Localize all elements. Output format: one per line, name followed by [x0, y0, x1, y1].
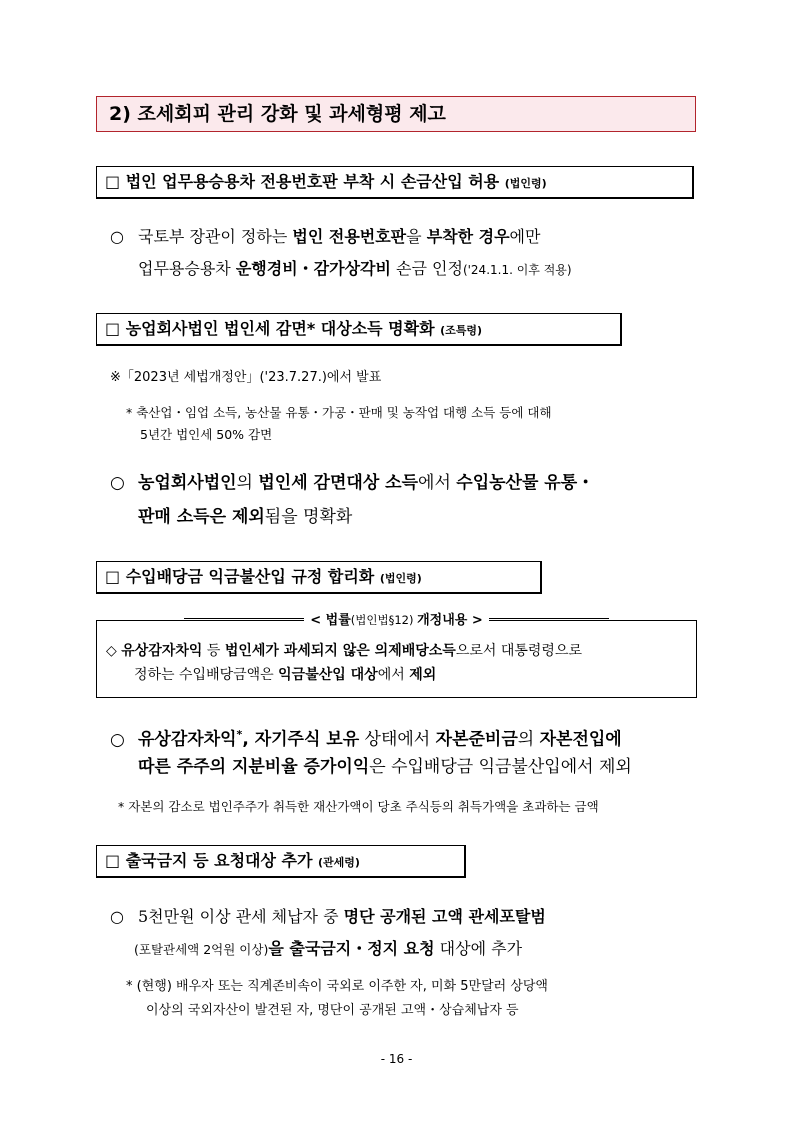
footnote: * 자본의 감소로 법인주주가 취득한 재산가액이 당초 주식등의 취득가액을 초과하는 금액 — [118, 799, 599, 814]
emphasis: 익금불산입 대상 — [278, 667, 378, 683]
heading-text: □ 출국금지 등 요청대상 추가 — [105, 851, 313, 870]
emphasis: 부착한 경우 — [426, 227, 510, 246]
s2-paragraph-line1 — [110, 468, 710, 498]
text: < 법률 — [310, 613, 351, 628]
footnote-line1: * (현행) 배우자 또는 직계존비속이 국외로 이주한 자, 미화 5만달러 상당액 — [126, 979, 548, 994]
emphasis: 수입농산물 유통・ — [456, 473, 595, 493]
text: 5천만원 이상 관세 체납자 중 — [138, 907, 344, 926]
footnote-line2: 5년간 법인세 50% 감면 — [140, 427, 273, 442]
s1-paragraph-line2 — [138, 254, 718, 285]
s3-paragraph-line1 — [110, 720, 720, 755]
subsection-heading-2 — [96, 313, 622, 346]
s4-paragraph-line2 — [134, 934, 724, 965]
text: 등 — [202, 643, 225, 659]
emphasis: 법인세가 과세되지 않은 의제배당소득 — [224, 643, 456, 659]
divider — [184, 618, 304, 619]
note-text: ('24.1.1. 이후 적용) — [462, 263, 572, 277]
heading-tag: (관세령) — [318, 856, 360, 869]
text: 의 — [517, 729, 540, 750]
emphasis: 자본전입에 — [539, 729, 622, 750]
law-box-line1 — [106, 640, 696, 663]
text: 은 수입배당금 익금불산입에서 제외 — [369, 757, 632, 777]
emphasis: 유상감자차익 — [138, 729, 237, 750]
emphasis: 따른 주주의 지분비율 증가이익 — [138, 757, 370, 777]
emphasis: 유상감자차익 — [121, 643, 203, 659]
emphasis: 농업회사법인 — [138, 473, 237, 493]
bullet: ○ — [110, 907, 124, 926]
divider — [489, 618, 609, 619]
bullet: ○ — [110, 227, 124, 246]
text: (포탈관세액 2억원 이상) — [134, 942, 269, 957]
text: 에서 — [377, 667, 410, 683]
subsection-heading-1 — [96, 166, 694, 199]
subsection-heading-3 — [96, 561, 542, 594]
text: 대상에 추가 — [434, 939, 523, 958]
heading-tag: (법인령) — [379, 572, 422, 585]
s2-paragraph-line2 — [138, 502, 718, 532]
emphasis: 명단 공개된 고액 관세포탈범 — [343, 907, 546, 926]
s1-paragraph-line1 — [110, 222, 710, 252]
bullet: ○ — [110, 729, 125, 750]
subsection-heading-4 — [96, 845, 466, 878]
text: 업무용승용차 — [138, 259, 236, 278]
text: (법인법§12) — [350, 613, 418, 627]
emphasis: 운행경비・감가상각비 — [235, 259, 391, 278]
text: 개정내용 > — [417, 613, 483, 628]
text: 의 — [236, 473, 259, 493]
text: 손금 인정 — [390, 259, 463, 278]
emphasis: 법인 전용번호판 — [292, 227, 407, 246]
emphasis: , 자기주식 보유 — [242, 729, 360, 750]
s4-paragraph-line1 — [110, 902, 720, 932]
page-number: - 16 - — [380, 1052, 413, 1066]
heading-text: □ 농업회사법인 법인세 감면* 대상소득 명확화 — [105, 319, 435, 338]
footnote-line1: * 축산업・임업 소득, 농산물 유통・가공・판매 및 농작업 대행 소득 등에 대해 — [126, 405, 552, 420]
text: 국토부 장관이 정하는 — [138, 227, 293, 246]
footnote-line2: 이상의 국외자산이 발견된 자, 명단이 공개된 고액・상습체납자 등 — [146, 1003, 519, 1018]
text: 됨을 명확화 — [264, 507, 353, 527]
text: 에서 — [418, 473, 457, 493]
section-title: 2) 조세회피 관리 강화 및 과세형평 제고 — [96, 96, 696, 132]
announcement-reference: ※「2023년 세법개정안」('23.7.27.)에서 발표 — [110, 370, 382, 385]
emphasis: 을 출국금지・정지 요청 — [268, 939, 435, 958]
emphasis: 제외 — [409, 667, 437, 683]
emphasis: 자본준비금 — [435, 729, 518, 750]
text: 상태에서 — [359, 729, 436, 750]
heading-text: □ 수입배당금 익금불산입 규정 합리화 — [105, 567, 375, 586]
text: 으로서 대통령령으로 — [455, 643, 582, 659]
text: 을 — [406, 227, 427, 246]
text: 정하는 수입배당금액은 — [134, 667, 279, 683]
heading-tag: (법인령) — [504, 177, 547, 190]
law-box-title — [96, 609, 697, 628]
text: 에만 — [509, 227, 541, 246]
heading-tag: (조특령) — [440, 324, 483, 337]
diamond-icon: ◇ — [106, 643, 122, 659]
footnote-mark: * — [236, 728, 243, 741]
bullet: ○ — [110, 473, 125, 493]
s3-paragraph-line2 — [138, 752, 718, 782]
emphasis: 판매 소득은 제외 — [138, 507, 265, 527]
heading-text: □ 법인 업무용승용차 전용번호판 부착 시 손금산입 허용 — [105, 172, 500, 191]
law-box-line2 — [134, 664, 694, 687]
emphasis: 법인세 감면대상 소득 — [258, 473, 419, 493]
